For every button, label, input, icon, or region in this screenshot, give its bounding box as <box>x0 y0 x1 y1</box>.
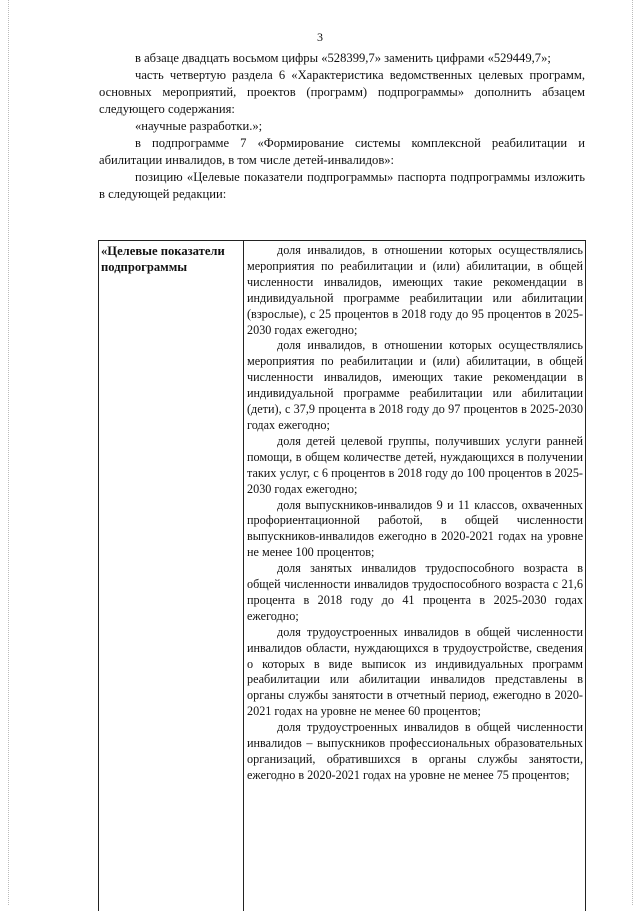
intro-paragraph: в подпрограмме 7 «Формирование системы комплексной реабилитации и абилитации инвалидов, в том числе детей-инвалидов»: <box>99 136 585 167</box>
intro-paragraph: в абзаце двадцать восьмом цифры «528399,7» заменить цифрами «529449,7»; <box>135 51 551 65</box>
indicator-item: доля трудоустроенных инвалидов в общей численности инвалидов – выпускников профессиональных образовательных организаций, обратившихся в органы службы занятости, ежегодно в 2020-2021 годах на уровне не менее 75 процентов; <box>247 720 583 782</box>
intro-paragraph: позицию «Целевые показатели подпрограммы» паспорта подпрограммы изложить в следующей редакции: <box>99 170 585 201</box>
intro-paragraph: часть четвертую раздела 6 «Характеристика ведомственных целевых программ, основных мероприятий, проектов (программ) подпрограммы» дополнить абзацем следующего содержания: <box>99 68 585 116</box>
indicator-item: доля трудоустроенных инвалидов в общей численности инвалидов области, нуждающихся в трудоустройстве, сведения о которых в виде выписок из индивидуальных программ реабилитации или абилитации инвалидов представлены в органы службы занятости в отчетный период, ежегодно в 2020-2021 годах на уровне не менее 60 процентов; <box>247 624 583 719</box>
intro-text <box>99 50 585 203</box>
right-margin-line <box>632 0 633 905</box>
indicator-item: доля занятых инвалидов трудоспособного возраста в общей численности инвалидов трудоспособного возраста с 21,6 процента в 2018 году до 41 процента в 2025-2030 годах ежегодно; <box>247 561 583 623</box>
left-margin-line <box>8 0 9 905</box>
page-number: 3 <box>317 30 323 44</box>
indicator-item: доля инвалидов, в отношении которых осуществлялись мероприятия по реабилитации и (или) абилитации, в общей численности инвалидов, имеющих такие рекомендации в индивидуальной программе реабилитации или абилитации (взрослые), с 25 процентов в 2018 году до 95 процентов в 2025-2030 годах ежегодно; <box>247 243 583 337</box>
table-content-cell <box>244 241 585 911</box>
indicator-item: доля детей целевой группы, получивших услуги ранней помощи, в общем количестве детей, нуждающихся в получении таких услуг, с 6 процентов в 2018 году до 100 процентов в 2025-2030 годах ежегодно; <box>247 433 583 496</box>
indicator-item: доля инвалидов, в отношении которых осуществлялись мероприятия по реабилитации и (или) абилитации, в общей численности инвалидов, имеющих такие рекомендации в индивидуальной программе реабилитации или абилитации (дети), с 37,9 процента в 2018 году до 97 процентов в 2025-2030 годах ежегодно; <box>247 338 583 432</box>
indicator-item: доля выпускников-инвалидов 9 и 11 классов, охваченных профориентационной работой, в общей численности выпускников-инвалидов ежегодно в 2020-2021 годах на уровне не менее 100 процентов; <box>247 497 583 560</box>
table-label-cell: «Целевые показатели подпрограммы <box>99 241 244 911</box>
target-indicators-table <box>98 240 586 911</box>
intro-paragraph: «научные разработки.»; <box>135 119 263 133</box>
